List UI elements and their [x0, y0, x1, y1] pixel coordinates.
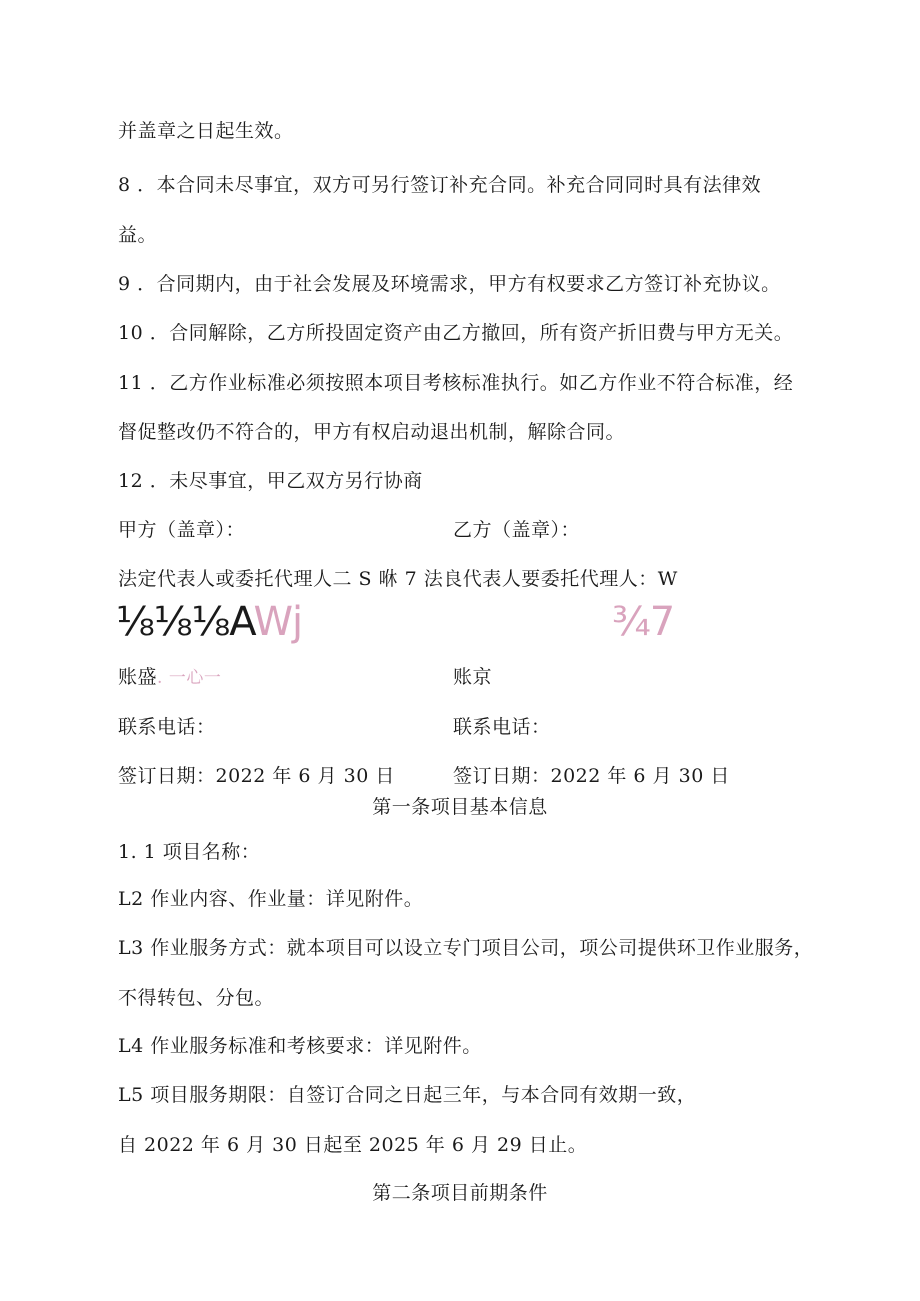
phone-b: 联系电话： [453, 716, 551, 738]
item-1-4: L4 作业服务标准和考核要求：详见附件。 [118, 1035, 482, 1057]
clause-9: 9 ．合同期内，由于社会发展及环境需求，甲方有权要求乙方签订补充协议。 [118, 273, 781, 295]
account-a-handwritten: . 一心一 [157, 668, 222, 688]
scrawl-left-dark: ⅛⅛⅛A [116, 599, 254, 645]
item-1-1: 1. 1 项目名称： [118, 841, 261, 863]
clause-12: 12 ．未尽事宜，甲乙双方另行协商 [118, 470, 423, 492]
clause-8: 8 ．本合同未尽事宜，双方可另行签订补充合同。补充合同同时具有法律效 [118, 174, 762, 196]
party-b-seal-label: 乙方（盖章）： [453, 519, 581, 541]
paragraph-effective: 并盖章之日起生效。 [118, 120, 294, 142]
account-a [118, 665, 221, 690]
clause-10: 10 ．合同解除，乙方所投固定资产由乙方撤回，所有资产折旧费与甲方无关。 [118, 322, 794, 344]
sign-date-a: 签订日期：2022 年 6 月 30 日 [118, 765, 395, 787]
clause-11: 11 ．乙方作业标准必须按照本项目考核标准执行。如乙方作业不符合标准，经 [118, 372, 794, 394]
sign-date-b: 签订日期：2022 年 6 月 30 日 [453, 765, 730, 787]
clause-8-cont: 益。 [118, 224, 158, 246]
representative-line: 法定代表人或委托代理人二 S 咻 7 法良代表人要委托代理人：W [118, 568, 678, 590]
signature-scrawl-right: ¾7 [612, 599, 675, 645]
party-a-seal-label: 甲方（盖章）： [118, 519, 246, 541]
item-1-5-cont: 自 2022 年 6 月 30 日起至 2025 年 6 月 29 日止。 [118, 1134, 588, 1156]
item-1-3: L3 作业服务方式：就本项目可以设立专门项目公司，项公司提供环卫作业服务， [118, 937, 814, 959]
article-1-heading: 第一条项目基本信息 [372, 796, 548, 818]
signature-scrawl-left [116, 600, 302, 644]
phone-a: 联系电话： [118, 716, 216, 738]
clause-11-cont: 督促整改仍不符合的，甲方有权启动退出机制，解除合同。 [118, 421, 626, 443]
item-1-2: L2 作业内容、作业量：详见附件。 [118, 888, 424, 910]
article-2-heading: 第二条项目前期条件 [372, 1182, 548, 1204]
account-a-label: 账盛 [118, 666, 158, 688]
item-1-3-cont: 不得转包、分包。 [118, 987, 275, 1009]
item-1-5: L5 项目服务期限：自签订合同之日起三年，与本合同有效期一致， [118, 1084, 697, 1106]
account-b: 账京 [453, 666, 493, 688]
scrawl-left-pink: Wj [253, 599, 303, 645]
